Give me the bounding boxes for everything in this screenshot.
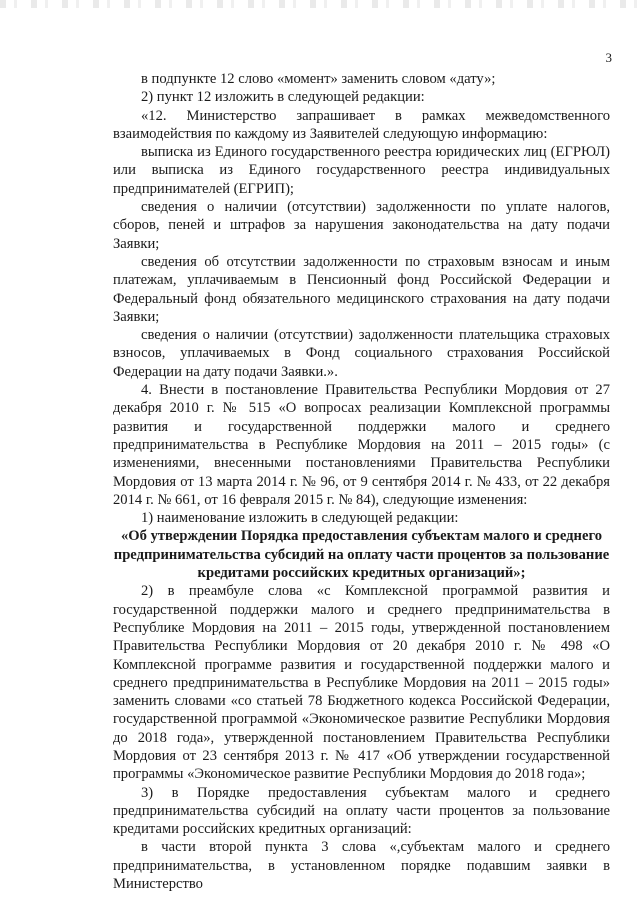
paragraph: в подпункте 12 слово «момент» заменить словом «дату»; [141,71,496,87]
paragraph: выписка из Единого государственного реестра юридических лиц (ЕГРЮЛ) или выписка из Единого государственного реестра индивидуальных предпринимателей (ЕГРИП); [113,144,610,197]
paragraph: 2) в преамбуле слова «с Комплексной программой развития и государственной поддержки малого и среднего предпринимательства в Республике Мордовия на 2011 – 2015 годы, утвержденной постановлением Правительства Республики Мордовия от 20 декабря 2010 г. № 498 «О Комплексной программе развития и государственной поддержки малого и среднего предпринимательства в Республике Мордовия на 2011 – 2015 годы» заменить словами «со статьей 78 Бюджетного кодекса Российской Федерации, государственной программой «Экономическое развитие Республики Мордовия до 2018 года», утвержденной постановлением Правительства Республики Мордовия от 23 сентября 2013 г. № 417 «Об утверждении государственной программы «Экономическое развитие Республики Мордовия до 2018 года»; [113,583,610,783]
paragraph: 1) наименование изложить в следующей редакции: [141,510,459,527]
scan-artifact [0,0,640,8]
document-body [113,70,610,893]
paragraph: сведения о наличии (отсутствии) задолженности по уплате налогов, сборов, пеней и штрафов за нарушения законодательства на дату подачи Заявки; [113,199,610,252]
paragraph: в части второй пункта 3 слова «,субъектам малого и среднего предпринимательства, в установленном порядке подавшим заявки в Министерство [113,839,610,893]
section-heading: «Об утверждении Порядка предоставления субъектам малого и среднего предпринимательства субсидий на оплату части процентов за пользование кредитами российских кредитных организаций»; [113,528,610,582]
paragraph: «12. Министерство запрашивает в рамках межведомственного взаимодействия по каждому из Заявителей следующую информацию: [113,107,610,142]
paragraph: 3) в Порядке предоставления субъектам малого и среднего предпринимательства субсидий на оплату части процентов за пользование кредитами российских кредитных организаций: [113,784,610,838]
paragraph: сведения о наличии (отсутствии) задолженности плательщика страховых взносов, уплачиваемых в Фонд социального страхования Российской Федерации на дату подачи Заявки.». [113,327,610,380]
paragraph: 2) пункт 12 изложить в следующей редакции: [141,89,425,106]
paragraph: 4. Внести в постановление Правительства Республики Мордовия от 27 декабря 2010 г. № 515 «О вопросах реализации Комплексной программы развития и государственной поддержки малого и среднего предпринимательства в Республике Мордовия на 2011 – 2015 годы» (с изменениями, внесенными постановлениями Правительства Республики Мордовия от 13 марта 2014 г. № 96, от 9 сентября 2014 г. № 433, от 22 декабря 2014 г. № 661, от 16 февраля 2015 г. № 84), следующие изменения: [113,382,610,508]
page-number: 3 [605,50,612,65]
paragraph: сведения об отсутствии задолженности по страховым взносам и иным платежам, уплачиваемым в Пенсионный фонд Российской Федерации и Федеральный фонд обязательного медицинского страхования на дату подачи Заявки; [113,253,610,325]
